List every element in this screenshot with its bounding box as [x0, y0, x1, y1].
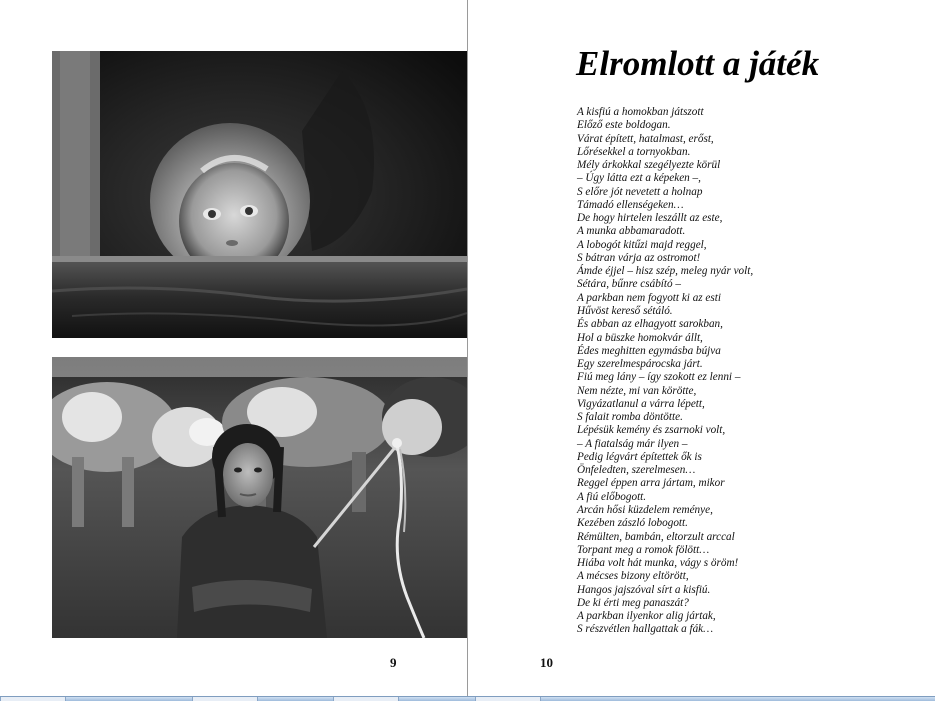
poem-line: A parkban ilyenkor alig jártak,	[577, 610, 716, 623]
poem-line: Pedig légvárt építettek ők is	[577, 450, 702, 463]
poem-line: Hangos jajszóval sírt a kisfiú.	[577, 583, 711, 596]
poem-line: Reggel éppen arra jártam, mikor	[577, 477, 725, 490]
poem-line: A mécses bizony eltörött,	[577, 570, 689, 583]
poem-line: Vigyázatlanul a várra lépett,	[577, 397, 705, 410]
poem-line: De ki érti meg panaszát?	[577, 596, 689, 609]
poem-line: A parkban nem fogyott ki az esti	[577, 291, 721, 304]
poem-line: – A fiatalság már ilyen –	[577, 437, 688, 450]
poem-title: Elromlott a játék	[576, 44, 820, 83]
poem-line: S részvétlen hallgattak a fák…	[577, 623, 714, 636]
taskbar-button[interactable]	[475, 697, 541, 701]
poem-line: Nem nézte, mi van körötte,	[577, 384, 697, 397]
poem-line: Torpant meg a romok fölött…	[577, 543, 710, 556]
poem-line: Lőrésekkel a tornyokban.	[577, 145, 691, 158]
poem-line: Sétára, bűnre csábító –	[577, 278, 681, 291]
poem-line: Hiába volt hát munka, vágy s öröm!	[577, 557, 739, 570]
poem-line: Önfeledten, szerelmesen…	[577, 464, 696, 477]
child-window-photo	[52, 51, 467, 338]
poem-line: Várat épített, hatalmast, erőst,	[577, 132, 714, 145]
poem-line: Rémülten, bambán, eltorzult arccal	[577, 530, 735, 543]
poem-line: S bátran várja az ostromot!	[577, 251, 701, 264]
taskbar-button[interactable]	[333, 697, 399, 701]
taskbar	[0, 696, 935, 701]
poem-body	[577, 106, 753, 637]
poem-line: A fiú előbogott.	[577, 490, 647, 503]
child-behind-window-photo-icon	[52, 51, 467, 338]
poem-line: A munka abbamaradott.	[577, 225, 686, 238]
poem-line: Mély árkokkal szegélyezte körül	[577, 159, 721, 172]
poem-line: Ámde éjjel – hisz szép, meleg nyár volt,	[577, 265, 754, 278]
poem-line: Kezében zászló lobogott.	[577, 517, 688, 530]
taskbar-button[interactable]	[0, 697, 66, 701]
poem-line: Fiú meg lány – így szokott ez lenni –	[577, 371, 741, 384]
girl-with-cows-photo-icon	[52, 357, 467, 638]
poem-line: Támadó ellenségeken…	[577, 198, 684, 211]
poem-line: Lépésük kemény és zsarnoki volt,	[577, 424, 726, 437]
page-gutter	[467, 0, 468, 696]
poem-line: A kisfiú a homokban játszott	[577, 106, 704, 118]
poem-line: – Úgy látta ezt a képeken –,	[577, 172, 701, 185]
right-page-number: 10	[540, 655, 553, 670]
poem-line: S előre jót nevetett a holnap	[577, 185, 703, 198]
poem-line: Előző este boldogan.	[577, 119, 671, 132]
taskbar-button[interactable]	[192, 697, 258, 701]
poem-line: Hol a büszke homokvár állt,	[577, 331, 703, 344]
poem-line: Arcán hősi küzdelem reménye,	[577, 503, 713, 516]
poem-line: És abban az elhagyott sarokban,	[577, 318, 723, 331]
girl-cows-photo	[52, 357, 467, 638]
poem-line: Hűvöst kereső sétáló.	[577, 304, 673, 317]
poem-line: De hogy hirtelen leszállt az este,	[577, 212, 723, 225]
poem-line: Egy szerelmespárocska járt.	[577, 358, 703, 371]
poem-line: S falait romba döntötte.	[577, 411, 683, 424]
poem-line: A lobogót kitűzi majd reggel,	[577, 238, 707, 251]
poem-line: Édes meghitten egymásba bújva	[577, 344, 721, 357]
left-page-number: 9	[390, 655, 397, 670]
